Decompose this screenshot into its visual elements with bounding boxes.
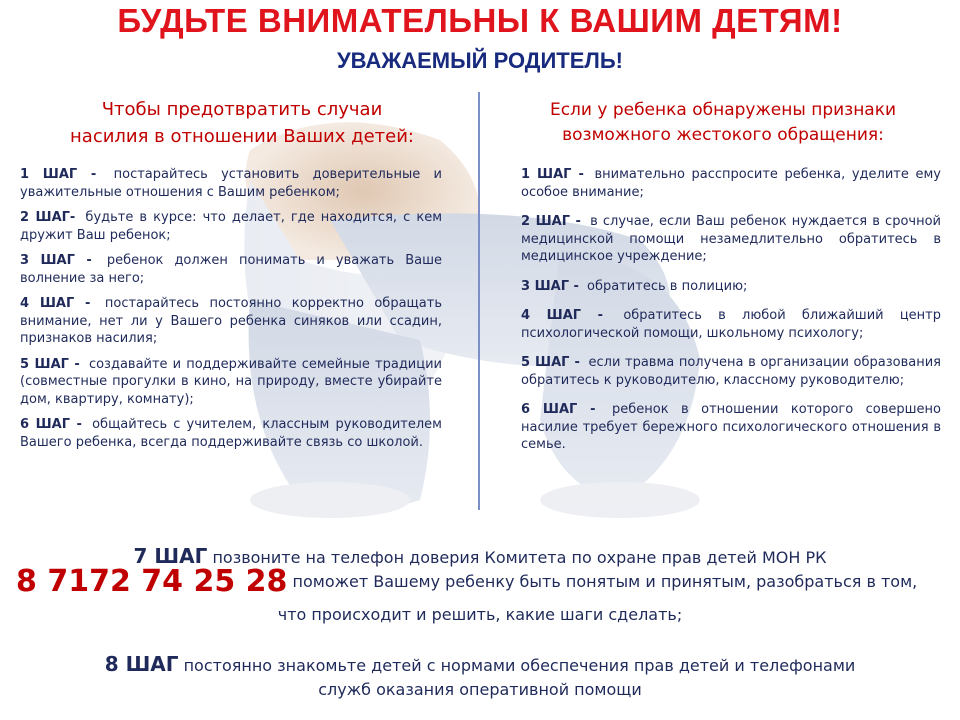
left-heading-line1: Чтобы предотвратить случаи bbox=[101, 99, 383, 120]
step-text: в случае, если Ваш ребенок нуждается в срочной медицинской помощи незамедлительно обратитесь в медицинское учреждение; bbox=[521, 214, 941, 264]
step7-label: 7 ШАГ bbox=[133, 544, 208, 568]
step-text: ребенок в отношении которого совершено насилие требует бережного психологического отношения в семье. bbox=[521, 402, 941, 452]
step-label: 5 ШАГ - bbox=[521, 355, 580, 370]
list-item bbox=[20, 209, 442, 244]
hotline-text: поможет Вашему ребенку быть понятым и принятым, разобраться в том, bbox=[292, 572, 918, 591]
page-subtitle: УВАЖАЕМЫЙ РОДИТЕЛЬ! bbox=[337, 48, 623, 73]
step-text: общайтесь с учителем, классным руководителем Вашего ребенка, всегда поддерживайте связь со школой. bbox=[20, 417, 442, 450]
step-text: обратитесь в любой ближайший центр психологической помощи, школьному психологу; bbox=[521, 308, 941, 341]
step8-text: постоянно знакомьте детей с нормами обеспечения прав детей и телефонами bbox=[183, 656, 856, 675]
step-label: 4 ШАГ - bbox=[20, 296, 91, 311]
step-label: 2 ШАГ - bbox=[521, 214, 581, 229]
list-item bbox=[521, 307, 941, 342]
step8-line bbox=[0, 652, 960, 678]
right-heading-line1: Если у ребенка обнаружены признаки bbox=[549, 100, 897, 120]
step-text: создавайте и поддерживайте семейные традиции (совместные прогулки в кино, на природу, вместе убирайте дом, квартиру, комнату); bbox=[20, 356, 443, 407]
right-heading-line2: возможного жестокого обращения: bbox=[562, 125, 884, 145]
abuse-response-steps-list bbox=[521, 166, 941, 466]
list-item bbox=[521, 354, 941, 389]
step-label: 1 ШАГ - bbox=[20, 167, 97, 182]
list-item bbox=[20, 356, 442, 409]
list-item bbox=[20, 416, 442, 451]
step7-text: позвоните на телефон доверия Комитета по охране прав детей МОН РК bbox=[212, 548, 827, 567]
step-text: внимательно расспросите ребенка, уделите ему особое внимание; bbox=[521, 167, 941, 200]
step-text: обратитесь в полицию; bbox=[587, 278, 748, 294]
step-label: 1 ШАГ - bbox=[521, 167, 584, 182]
step-label: 3 ШАГ - bbox=[521, 278, 579, 294]
step8-label: 8 ШАГ bbox=[104, 652, 179, 676]
right-column-heading bbox=[496, 98, 950, 148]
left-column-heading bbox=[18, 96, 466, 150]
list-item bbox=[521, 213, 941, 266]
hotline-phone-number[interactable]: 8 7172 74 25 28 bbox=[16, 564, 288, 599]
step-text: если травма получена в организации образования обратитесь к руководителю, классному руководителю; bbox=[521, 355, 941, 388]
list-item bbox=[20, 166, 442, 201]
step-label: 3 ШАГ - bbox=[20, 253, 92, 268]
list-item bbox=[521, 278, 941, 296]
hotline-line bbox=[16, 564, 946, 599]
column-divider bbox=[478, 92, 480, 510]
page-title: БУДЬТЕ ВНИМАТЕЛЬНЫ К ВАШИМ ДЕТЯМ! bbox=[117, 2, 843, 39]
list-item bbox=[521, 166, 941, 201]
step-label: 4 ШАГ - bbox=[521, 308, 604, 323]
step-text: будьте в курсе: что делает, где находится, с кем дружит Ваш ребенок; bbox=[20, 210, 442, 243]
step-label: 2 ШАГ- bbox=[20, 210, 76, 225]
list-item bbox=[20, 295, 442, 348]
step-text: ребенок должен понимать и уважать Ваше волнение за него; bbox=[20, 253, 442, 286]
step8-line2: служб оказания оперативной помощи bbox=[318, 680, 642, 699]
prevention-steps-list bbox=[20, 166, 442, 459]
step-label: 6 ШАГ - bbox=[20, 417, 82, 432]
step-label: 5 ШАГ - bbox=[20, 356, 80, 372]
step-text: постарайтесь установить доверительные и уважительные отношения с Вашим ребенком; bbox=[20, 167, 442, 200]
list-item bbox=[20, 252, 442, 287]
left-heading-line2: насилия в отношении Ваших детей: bbox=[70, 126, 414, 147]
step-label: 6 ШАГ - bbox=[521, 402, 596, 417]
hotline-line2: что происходит и решить, какие шаги сделать; bbox=[277, 605, 683, 624]
step-text: постарайтесь постоянно корректно обращать внимание, нет ли у Вашего ребенка синяков или ссадин, признаков насилия; bbox=[20, 296, 442, 346]
list-item bbox=[521, 401, 941, 454]
step8-block bbox=[0, 652, 960, 702]
